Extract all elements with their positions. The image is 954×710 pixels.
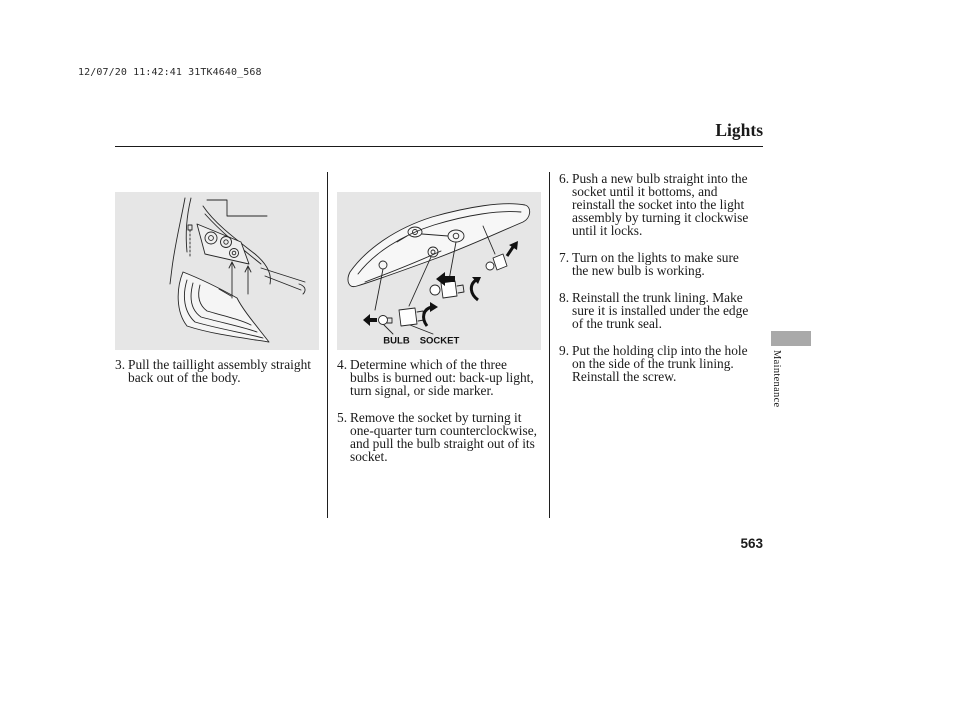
column-1-steps [115, 358, 321, 398]
section-tab [771, 331, 811, 346]
taillight-removal-illustration [115, 192, 319, 350]
step-line: Reinstall the screw. [572, 369, 677, 384]
bulb-housing [188, 224, 249, 264]
taillight-assembly [348, 204, 530, 287]
step-line: reinstall the socket into the light [572, 197, 745, 212]
step-line: until it locks. [572, 223, 643, 238]
column-3-steps [559, 172, 765, 397]
bulb-socket-illustration [337, 192, 541, 350]
page-number: 563 [740, 536, 763, 551]
bulb-socket-figure [337, 192, 541, 350]
step-number: 7. [559, 250, 570, 265]
step-line: Push a new bulb straight into the [572, 171, 748, 186]
step-text [350, 411, 537, 463]
step-line: back out of the body. [128, 370, 241, 385]
step-text [572, 291, 748, 330]
step-5 [337, 411, 543, 463]
bulb-label: BULB [383, 335, 410, 347]
step-line: socket until it bottoms, and [572, 184, 718, 199]
step-line: one-quarter turn counterclockwise, [350, 423, 538, 438]
column-divider [327, 172, 328, 518]
print-stamp: 12/07/20 11:42:41 31TK4640_568 [78, 67, 262, 78]
step-line: the new bulb is working. [572, 263, 705, 278]
step-line: on the side of the trunk lining. [572, 356, 734, 371]
rotate-arrow-icon [471, 280, 478, 300]
step-9 [559, 344, 765, 383]
taillight-lens [178, 272, 269, 342]
step-line: socket. [350, 449, 388, 464]
step-4 [337, 358, 543, 397]
column-2-steps [337, 358, 543, 477]
step-line: sure it is installed under the edge [572, 303, 749, 318]
step-line: Remove the socket by turning it [350, 410, 522, 425]
step-number: 5. [337, 410, 348, 425]
step-number: 3. [115, 357, 126, 372]
step-6 [559, 172, 765, 237]
step-8 [559, 291, 765, 330]
column-divider [549, 172, 550, 518]
section-title: Lights [715, 120, 763, 140]
removed-bulb [379, 316, 393, 325]
step-line: Turn on the lights to make sure [572, 250, 739, 265]
step-text [350, 358, 534, 397]
step-number: 4. [337, 357, 348, 372]
section-tab-label: Maintenance [771, 350, 782, 408]
up-arrow-icon [507, 247, 513, 256]
title-rule [115, 146, 763, 147]
removed-socket [399, 308, 424, 326]
step-number: 9. [559, 343, 570, 358]
removed-socket-right [486, 254, 507, 270]
step-line: Determine which of the three [350, 357, 507, 372]
taillight-removal-figure [115, 192, 319, 350]
step-3 [115, 358, 321, 384]
step-text [572, 172, 748, 237]
socket-label: SOCKET [419, 335, 460, 347]
step-text [128, 358, 311, 384]
step-7 [559, 251, 765, 277]
step-line: bulbs is burned out: back-up light, [350, 370, 534, 385]
step-number: 8. [559, 290, 570, 305]
step-line: turn signal, or side marker. [350, 383, 494, 398]
pull-direction-arrows [229, 262, 251, 298]
step-line: of the trunk seal. [572, 316, 662, 331]
left-arrow-icon [363, 314, 377, 326]
step-text [572, 251, 739, 277]
step-line: Put the holding clip into the hole [572, 343, 748, 358]
step-number: 6. [559, 171, 570, 186]
step-line: and pull the bulb straight out of its [350, 436, 535, 451]
step-line: assembly by turning it clockwise [572, 210, 749, 225]
step-line: Reinstall the trunk lining. Make [572, 290, 743, 305]
step-text [572, 344, 748, 383]
removed-socket-middle [430, 281, 464, 298]
step-line: Pull the taillight assembly straight [128, 357, 311, 372]
